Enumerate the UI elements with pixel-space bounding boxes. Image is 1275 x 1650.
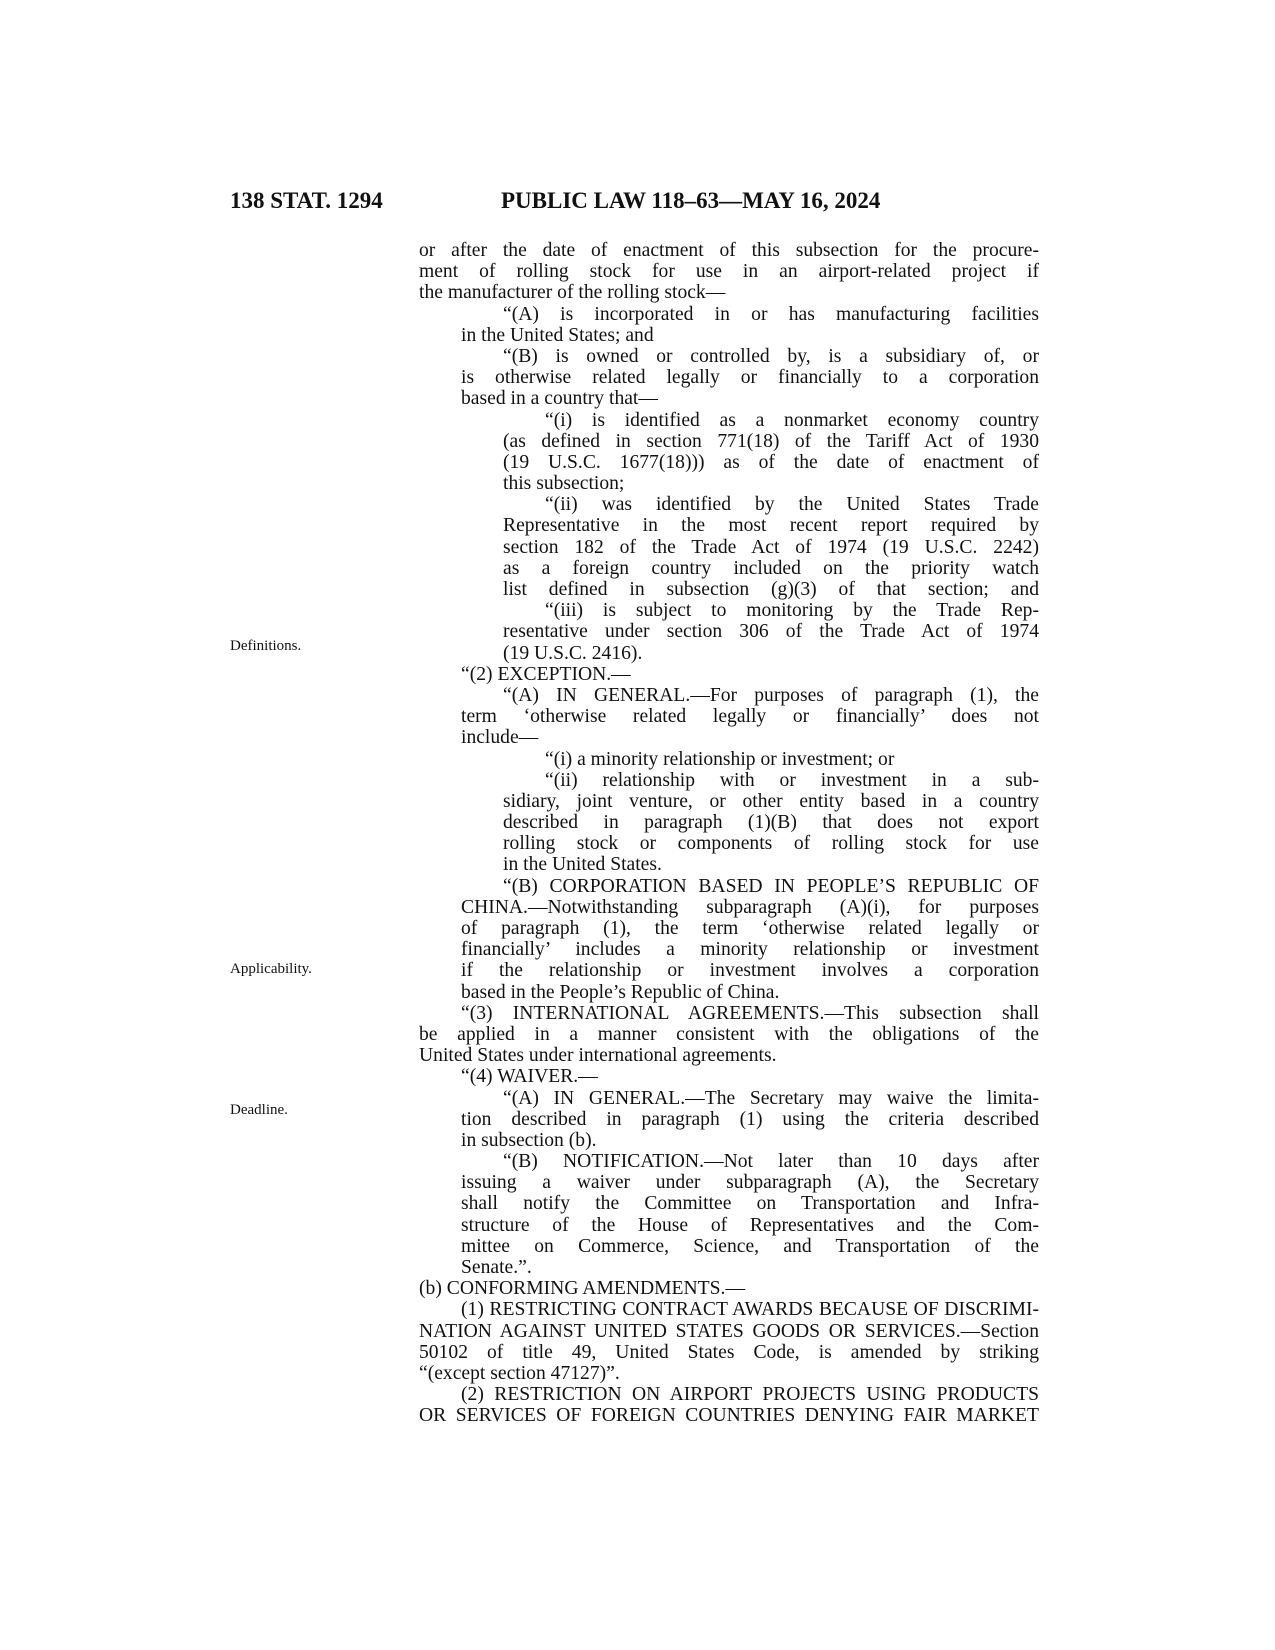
text-line: tion described in paragraph (1) using the criteria described bbox=[461, 1108, 1039, 1130]
text-line: United States under international agreements. bbox=[419, 1045, 777, 1067]
text-line: as a foreign country included on the priority watch bbox=[503, 557, 1039, 579]
text-line: (b) CONFORMING AMENDMENTS.— bbox=[419, 1278, 746, 1300]
text-line: “(2) EXCEPTION.— bbox=[461, 663, 631, 685]
text-line: shall notify the Committee on Transportation and Infra- bbox=[461, 1193, 1039, 1215]
text-line: the manufacturer of the rolling stock— bbox=[419, 282, 726, 304]
text-line: (2) RESTRICTION ON AIRPORT PROJECTS USING PRODUCTS bbox=[461, 1384, 1039, 1406]
text-line: mittee on Commerce, Science, and Transportation of the bbox=[461, 1235, 1039, 1257]
text-line: financially’ includes a minority relationship or investment bbox=[461, 939, 1039, 961]
text-line: “(ii) was identified by the United States Trade bbox=[545, 494, 1039, 516]
text-line: “(A) is incorporated in or has manufacturing facilities bbox=[503, 303, 1039, 325]
text-line: or after the date of enactment of this subsection for the procure- bbox=[419, 240, 1039, 261]
text-line: this subsection; bbox=[503, 473, 625, 495]
text-line: described in paragraph (1)(B) that does not export bbox=[503, 812, 1039, 834]
text-line: “(B) is owned or controlled by, is a subsidiary of, or bbox=[503, 345, 1039, 367]
margin-note-applicability: Applicability. bbox=[230, 961, 312, 977]
text-line: (19 U.S.C. 1677(18))) as of the date of enactment of bbox=[503, 451, 1039, 473]
text-line: “(4) WAIVER.— bbox=[461, 1066, 598, 1088]
text-line: “(except section 47127)”. bbox=[419, 1362, 620, 1384]
text-line: “(3) INTERNATIONAL AGREEMENTS.—This subsection shall bbox=[461, 1002, 1039, 1024]
text-line: issuing a waiver under subparagraph (A), the Secretary bbox=[461, 1172, 1039, 1194]
text-line: CHINA.—Notwithstanding subparagraph (A)(i), for purposes bbox=[461, 896, 1039, 918]
text-line: if the relationship or investment involves a corporation bbox=[461, 960, 1039, 982]
text-line: “(B) NOTIFICATION.—Not later than 10 days after bbox=[503, 1151, 1039, 1173]
text-line: Senate.”. bbox=[461, 1257, 532, 1278]
text-line: in the United States. bbox=[503, 854, 662, 876]
text-line: of paragraph (1), the term ‘otherwise related legally or bbox=[461, 918, 1039, 939]
text-line: “(A) IN GENERAL.—The Secretary may waive the limita- bbox=[503, 1087, 1039, 1109]
text-line: “(ii) relationship with or investment in a sub- bbox=[545, 769, 1039, 791]
text-line: “(i) a minority relationship or investment; or bbox=[545, 748, 895, 770]
text-line: Representative in the most recent report required by bbox=[503, 515, 1039, 537]
text-line: include— bbox=[461, 727, 539, 749]
text-line: list defined in subsection (g)(3) of that section; and bbox=[503, 579, 1039, 600]
text-line: “(i) is identified as a nonmarket economy country bbox=[545, 409, 1039, 431]
text-line: “(A) IN GENERAL.—For purposes of paragraph (1), the bbox=[503, 684, 1039, 706]
text-line: NATION AGAINST UNITED STATES GOODS OR SERVICES.—Section bbox=[419, 1320, 1039, 1342]
text-line: OR SERVICES OF FOREIGN COUNTRIES DENYING FAIR MARKET bbox=[419, 1405, 1039, 1427]
stat-citation: 138 STAT. 1294 bbox=[230, 188, 383, 213]
text-line: resentative under section 306 of the Trade Act of 1974 bbox=[503, 621, 1039, 643]
public-law-title: PUBLIC LAW 118–63—MAY 16, 2024 bbox=[501, 188, 881, 213]
text-line: “(iii) is subject to monitoring by the Trade Rep- bbox=[545, 600, 1039, 622]
text-line: based in the People’s Republic of China. bbox=[461, 981, 780, 1003]
text-line: 50102 of title 49, United States Code, is amended by striking bbox=[419, 1341, 1039, 1363]
text-line: (as defined in section 771(18) of the Tariff Act of 1930 bbox=[503, 430, 1039, 452]
text-line: be applied in a manner consistent with the obligations of the bbox=[419, 1023, 1039, 1045]
text-line: (19 U.S.C. 2416). bbox=[503, 642, 643, 664]
text-line: sidiary, joint venture, or other entity based in a country bbox=[503, 790, 1039, 812]
text-line: section 182 of the Trade Act of 1974 (19 U.S.C. 2242) bbox=[503, 536, 1039, 558]
text-line: structure of the House of Representatives and the Com- bbox=[461, 1214, 1039, 1236]
margin-note-definitions: Definitions. bbox=[230, 638, 302, 654]
text-line: ment of rolling stock for use in an airport-related project if bbox=[419, 261, 1039, 283]
text-line: “(B) CORPORATION BASED IN PEOPLE’S REPUBLIC OF bbox=[503, 875, 1039, 897]
text-line: (1) RESTRICTING CONTRACT AWARDS BECAUSE OF DISCRIMI- bbox=[461, 1299, 1039, 1321]
text-line: is otherwise related legally or financially to a corporation bbox=[461, 367, 1039, 389]
text-line: in subsection (b). bbox=[461, 1129, 597, 1151]
text-line: rolling stock or components of rolling stock for use bbox=[503, 833, 1039, 855]
margin-note-deadline: Deadline. bbox=[230, 1102, 288, 1118]
text-line: term ‘otherwise related legally or financially’ does not bbox=[461, 706, 1039, 728]
statute-body-text bbox=[419, 240, 1039, 1427]
page-header bbox=[0, 0, 1275, 230]
text-line: based in a country that— bbox=[461, 388, 658, 410]
text-line: in the United States; and bbox=[461, 324, 654, 346]
